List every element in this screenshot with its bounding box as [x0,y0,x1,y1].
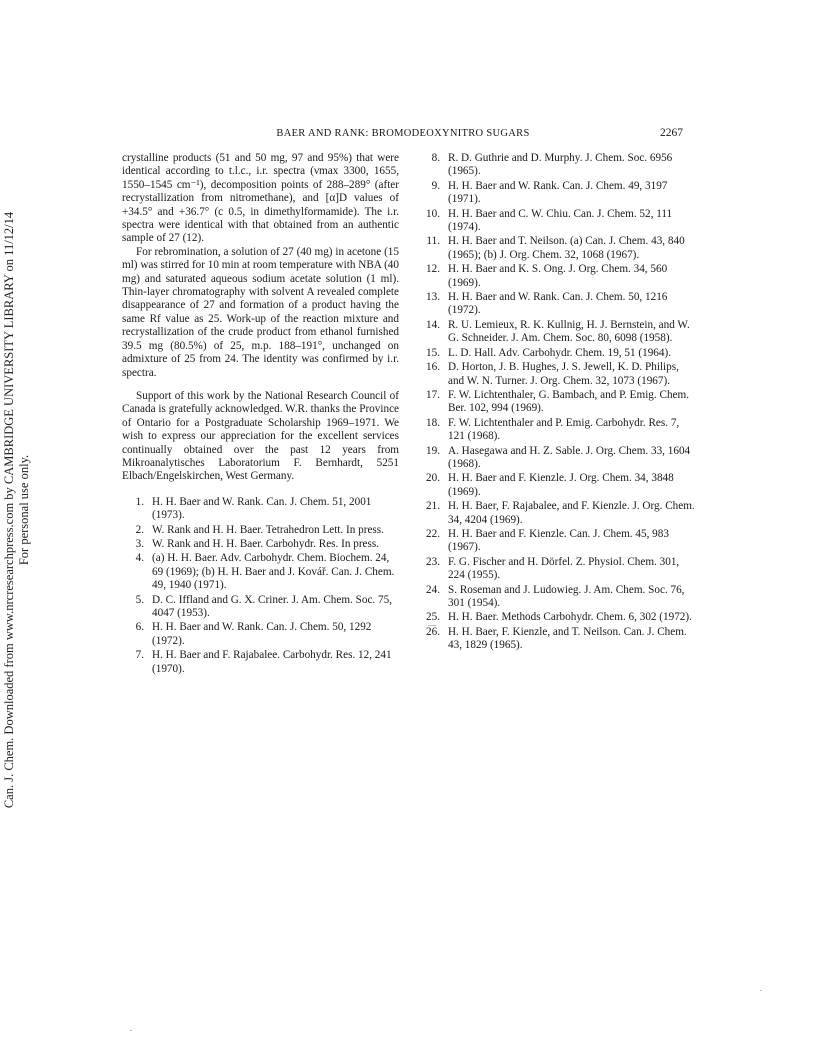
reference-number: 10. [426,207,440,220]
reference-list-left [122,496,399,676]
reference-text: H. H. Baer and F. Kienzle. Can. J. Chem. 45, 983 (1967). [448,527,669,554]
reference-number: 20. [426,472,440,485]
reference-number: 25. [426,611,440,624]
reference-text: D. Horton, J. B. Hughes, J. S. Jewell, K. D. Philips, and W. N. Turner. J. Org. Chem. 32, 1073 (1967). [448,361,679,387]
scan-speck [760,990,762,991]
reference-number: 8. [431,152,440,164]
acknowledgment-paragraph: Support of this work by the National Research Council of Canada is gratefully acknowledged. W.R. thanks the Province of Ontario for a Postgraduate Scholarship 1969–1971. We wish to express our appreciation for the excellent services continually obtained over the past 12 years from Mikroanalytisches Laboratorium F. Bernhardt, 5251 Elbach/Engelskirchen, West Germany. [122,389,399,483]
reference-item [418,500,695,527]
reference-text: R. U. Lemieux, R. K. Kullnig, H. J. Bernstein, and W. G. Schneider. J. Am. Chem. Soc. 80, 6098 (1958). [448,318,690,345]
reference-number: 14. [426,318,440,331]
reference-item [122,496,399,523]
reference-text: (a) H. H. Baer. Adv. Carbohydr. Chem. Biochem. 24, 69 (1969); (b) H. H. Baer and J. Kovář. Can. J. Chem. 49, 1940 (1971). [152,552,395,592]
reference-item [122,524,399,537]
reference-item [418,584,695,611]
right-column [418,152,695,654]
reference-text: H. H. Baer and T. Neilson. (a) Can. J. Chem. 43, 840 (1965); (b) J. Org. Chem. 32, 1068 (1967). [448,235,685,261]
watermark-line-1: Can. J. Chem. Downloaded from www.nrcresearchpress.com by CAMBRIDGE UNIVERSITY LIBRARY on 11/12/14 [2,211,16,809]
reference-item [418,291,695,318]
reference-item [418,180,695,207]
reference-item [418,361,695,388]
reference-item [122,594,399,621]
reference-number: 1. [135,495,144,508]
reference-number: 9. [431,179,440,192]
page-number: 2267 [660,127,683,139]
reference-item [418,611,695,624]
reference-item [418,347,695,360]
reference-text: D. C. Iffland and G. X. Criner. J. Am. Chem. Soc. 75, 4047 (1953). [152,593,392,619]
reference-item [122,649,399,676]
reference-number: 13. [426,291,440,304]
reference-item [122,552,399,592]
reference-number: 5. [135,593,144,606]
reference-number: 16. [426,361,440,374]
reference-text: S. Roseman and J. Ludowieg. J. Am. Chem. Soc. 76, 301 (1954). [448,583,685,609]
reference-item [418,389,695,416]
body-paragraph-2: For rebromination, a solution of 27 (40 mg) in acetone (15 ml) was stirred for 10 min at room temperature with NBA (40 mg) and saturated aqueous sodium acetate solution (1 ml). Thin-layer chromatography with solvent A revealed complete disappearance of 27 and formation of a product having the same Rf value as 25. Work-up of the reaction mixture and recrystallization of the crude product from ethanol furnished 39.5 mg (80.5%) of 25, m.p. 188–191°, unchanged on admixture of 25 from 24. The identity was confirmed by i.r. spectra. [122,245,399,379]
reference-text: W. Rank and H. H. Baer. Tetrahedron Lett. In press. [152,523,384,536]
reference-item [418,445,695,472]
reference-text: H. H. Baer, F. Kienzle, and T. Neilson. Can. J. Chem. 43, 1829 (1965). [448,625,687,652]
reference-number: 2. [135,523,144,536]
reference-number: 12. [426,263,440,276]
reference-number: 4. [135,552,144,565]
reference-text: H. H. Baer. Methods Carbohydr. Chem. 6, 302 (1972). [448,611,692,624]
reference-number: 17. [426,388,440,401]
reference-text: H. H. Baer and K. S. Ong. J. Org. Chem. 34, 560 (1969). [448,263,668,289]
reference-number: 21. [426,500,440,513]
reference-list-right [418,152,695,653]
reference-number: 15. [426,346,440,359]
reference-text: H. H. Baer and F. Rajabalee. Carbohydr. Res. 12, 241 (1970). [152,649,392,675]
reference-text: H. H. Baer and W. Rank. Can. J. Chem. 49, 3197 (1971). [448,179,668,206]
running-head: BAER AND RANK: BROMODEOXYNITRO SUGARS [276,128,530,139]
reference-text: A. Hasegawa and H. Z. Sable. J. Org. Chem. 33, 1604 (1968). [448,444,691,470]
reference-number: 6. [135,621,144,634]
reference-number: 22. [426,527,440,540]
reference-text: R. D. Guthrie and D. Murphy. J. Chem. Soc. 6956 (1965). [448,152,673,178]
reference-number: 23. [426,555,440,568]
reference-item [418,263,695,290]
reference-number: 3. [135,537,144,550]
scan-speck [428,625,436,626]
reference-item [122,538,399,551]
reference-item [418,235,695,262]
watermark-line-2: For personal use only. [17,454,31,566]
left-column [122,152,399,677]
reference-number: 7. [135,649,144,662]
reference-item [418,417,695,444]
reference-text: H. H. Baer and C. W. Chiu. Can. J. Chem. 52, 111 (1974). [448,207,673,234]
reference-item [122,621,399,648]
reference-number: 24. [426,583,440,596]
reference-text: F. G. Fischer and H. Dörfel. Z. Physiol. Chem. 301, 224 (1955). [448,555,680,582]
reference-item [418,319,695,346]
scan-speck [130,1030,132,1031]
reference-number: 19. [426,444,440,457]
reference-text: W. Rank and H. H. Baer. Carbohydr. Res. In press. [152,537,380,550]
reference-item [418,556,695,583]
reference-text: L. D. Hall. Adv. Carbohydr. Chem. 19, 51 (1964). [448,346,671,359]
reference-number: 18. [426,416,440,429]
reference-item [418,152,695,179]
reference-number: 26. [426,625,440,638]
reference-text: H. H. Baer and W. Rank. Can. J. Chem. 51, 2001 (1973). [152,495,372,522]
reference-text: H. H. Baer and F. Kienzle. J. Org. Chem. 34, 3848 (1969). [448,472,674,498]
reference-item [418,208,695,235]
reference-text: F. W. Lichtenthaler, G. Bambach, and P. Emig. Chem. Ber. 102, 994 (1969). [448,388,690,415]
reference-item [418,626,695,653]
reference-item [418,472,695,499]
reference-text: H. H. Baer and W. Rank. Can. J. Chem. 50, 1292 (1972). [152,621,372,647]
reference-number: 11. [426,235,440,248]
reference-text: H. H. Baer, F. Rajabalee, and F. Kienzle. J. Org. Chem. 34, 4204 (1969). [448,500,695,526]
download-watermark [2,180,32,840]
reference-item [418,528,695,555]
reference-text: F. W. Lichtenthaler and P. Emig. Carbohydr. Res. 7, 121 (1968). [448,416,680,443]
reference-text: H. H. Baer and W. Rank. Can. J. Chem. 50, 1216 (1972). [448,291,668,317]
body-paragraph-1: crystalline products (51 and 50 mg, 97 and 95%) that were identical according to t.l.c., i.r. spectra (νmax 3300, 1655, 1550–1545 cm⁻¹), decomposition points of 288–289° (after recrystallization from nitromethane), and [α]D values of +34.5° and +36.7° (c 0.5, in dimethylformamide). The i.r. spectra were identical with that obtained from an authentic sample of 27 (12). [122,152,399,245]
